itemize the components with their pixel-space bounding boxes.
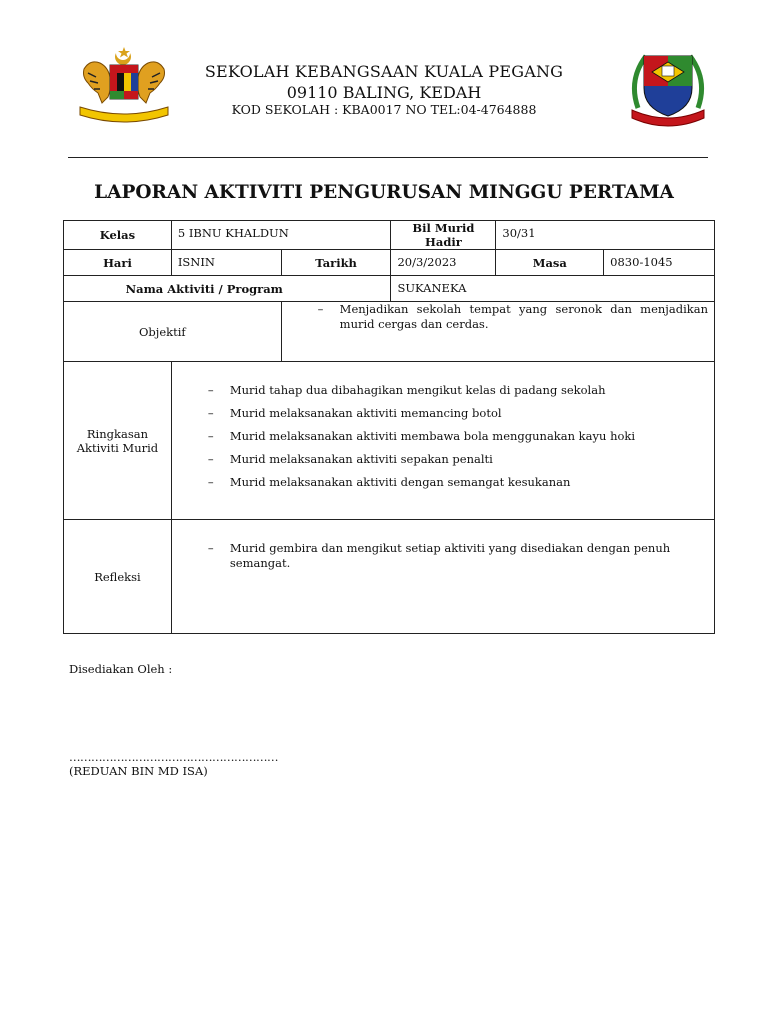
dash-bullet: – [207, 541, 214, 555]
row-hari [64, 250, 715, 276]
hari-value: ISNIN [171, 250, 281, 276]
row-program [64, 276, 715, 302]
ringkasan-label-line2: Aktiviti Murid [76, 440, 159, 455]
list-item [178, 429, 708, 444]
masa-value: 0830-1045 [604, 250, 715, 276]
dash-bullet: – [207, 406, 214, 420]
row-kelas [64, 221, 715, 250]
prepared-by-label: Disediakan Oleh : [69, 662, 173, 676]
list-item [178, 475, 708, 490]
dash-bullet: – [207, 452, 214, 466]
row-ringkasan [64, 362, 715, 520]
ringkasan-item-text: Murid tahap dua dibahagikan mengikut kelas di padang sekolah [229, 383, 606, 397]
kelas-value: 5 IBNU KHALDUN [171, 221, 391, 250]
dash-bullet: – [207, 383, 214, 397]
ringkasan-item-text: Murid melaksanakan aktiviti membawa bola menggunakan kayu hoki [229, 429, 636, 443]
tarikh-label: Tarikh [281, 250, 391, 276]
hari-label: Hari [64, 250, 172, 276]
row-objektif [64, 302, 715, 362]
list-item [178, 541, 708, 571]
refleksi-label: Refleksi [64, 520, 172, 634]
dash-bullet: – [207, 429, 214, 443]
program-label [64, 276, 391, 302]
objektif-label-text: Objektif [138, 324, 186, 339]
refleksi-item-text: Murid gembira dan mengikut setiap aktiviti yang disediakan dengan penuh semangat. [229, 541, 671, 570]
school-address: 09110 BALING, KEDAH [286, 83, 482, 102]
objektif-item-text: Menjadikan sekolah tempat yang seronok dan menjadikan murid cergas dan cerdas. [339, 302, 708, 331]
kelas-label: Kelas [64, 221, 172, 250]
ringkasan-content [171, 362, 714, 520]
objektif-list [288, 302, 708, 332]
masa-label: Masa [496, 250, 604, 276]
ringkasan-list [178, 383, 708, 490]
report-title: LAPORAN AKTIVITI PENGURUSAN MINGGU PERTAMA [94, 182, 674, 203]
program-label-text: Nama Aktiviti / Program [125, 281, 283, 296]
list-item [178, 406, 708, 421]
signature-line: ………………………………………………… [69, 750, 278, 764]
refleksi-content [171, 520, 714, 634]
dash-bullet: – [207, 475, 214, 489]
bil-murid-label: Bil Murid Hadir [391, 221, 496, 250]
list-item [288, 302, 708, 332]
tarikh-value: 20/3/2023 [391, 250, 496, 276]
objektif-content [281, 302, 714, 362]
report-table [63, 220, 715, 634]
dash-bullet: – [317, 302, 324, 316]
list-item [178, 383, 708, 398]
refleksi-list [178, 541, 708, 571]
ringkasan-label-line1: Ringkasan [86, 426, 148, 441]
school-code-phone: KOD SEKOLAH : KBA0017 NO TEL:04-4764888 [231, 102, 537, 117]
ringkasan-item-text: Murid melaksanakan aktiviti dengan semangat kesukanan [229, 475, 571, 489]
objektif-label [64, 302, 282, 362]
row-refleksi [64, 520, 715, 634]
ringkasan-item-text: Murid melaksanakan aktiviti sepakan penalti [229, 452, 493, 466]
program-value: SUKANEKA [391, 276, 715, 302]
preparer-name: (REDUAN BIN MD ISA) [69, 764, 208, 778]
school-name: SEKOLAH KEBANGSAAN KUALA PEGANG [204, 62, 564, 81]
ringkasan-label [64, 362, 172, 520]
header-divider [68, 157, 708, 158]
bil-murid-value: 30/31 [496, 221, 715, 250]
ringkasan-item-text: Murid melaksanakan aktiviti memancing botol [229, 406, 502, 420]
list-item [178, 452, 708, 467]
